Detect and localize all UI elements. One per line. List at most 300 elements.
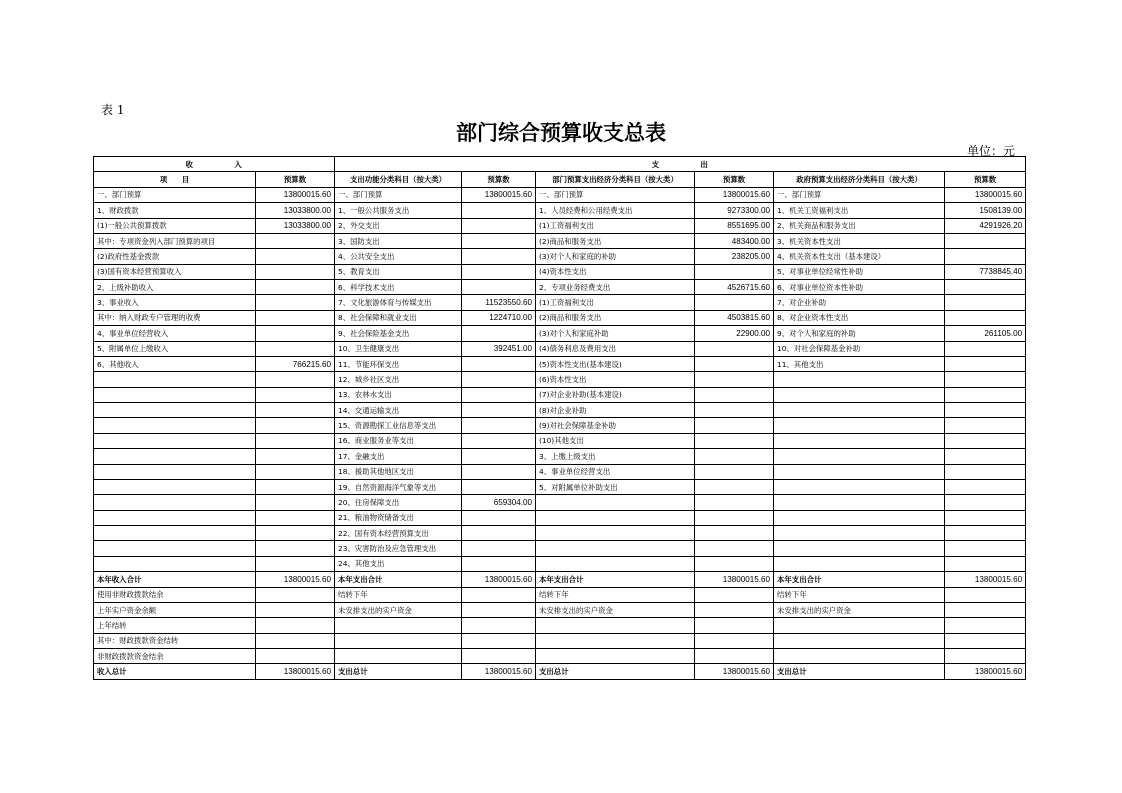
item-cell (536, 633, 695, 648)
budget-cell (256, 510, 335, 525)
budget-cell: 11523550.60 (462, 295, 536, 310)
item-cell: 未安排支出的实户资金 (536, 602, 695, 617)
item-cell: 一、部门预算 (536, 187, 695, 202)
table-row (94, 387, 1026, 402)
budget-cell (462, 449, 536, 464)
item-cell: (4)债务利息及费用支出 (536, 341, 695, 356)
budget-cell (256, 556, 335, 571)
item-cell: 4、事业单位经营支出 (536, 464, 695, 479)
budget-cell (462, 372, 536, 387)
table-row (94, 664, 1026, 679)
item-cell: 22、国有资本经营预算支出 (335, 526, 462, 541)
item-cell (335, 618, 462, 633)
budget-cell (462, 233, 536, 248)
item-cell (774, 464, 945, 479)
item-cell: 18、援助其他地区支出 (335, 464, 462, 479)
table-row (94, 295, 1026, 310)
budget-cell (945, 403, 1026, 418)
budget-cell (945, 479, 1026, 494)
item-cell: 17、金融支出 (335, 449, 462, 464)
budget-cell (462, 403, 536, 418)
item-cell (94, 433, 256, 448)
budget-cell (945, 602, 1026, 617)
budget-cell (695, 526, 774, 541)
table-row (94, 403, 1026, 418)
budget-cell: 9273300.00 (695, 203, 774, 218)
budget-cell (695, 372, 774, 387)
table-row (94, 449, 1026, 464)
col-header-gov-econ-class: 政府预算支出经济分类科目（按大类） (774, 172, 945, 187)
item-cell (774, 526, 945, 541)
budget-cell (462, 602, 536, 617)
item-cell (774, 387, 945, 402)
budget-cell: 483400.00 (695, 233, 774, 248)
table-row (94, 433, 1026, 448)
budget-summary-table (93, 156, 1026, 680)
budget-cell (945, 280, 1026, 295)
page-title: 部门综合预算收支总表 (456, 120, 666, 145)
table-row (94, 541, 1026, 556)
item-cell: 2、外交支出 (335, 218, 462, 233)
item-cell (94, 387, 256, 402)
item-cell: 4、机关资本性支出（基本建设） (774, 249, 945, 264)
item-cell: 2、专项业务经费支出 (536, 280, 695, 295)
item-cell: 一、部门预算 (335, 187, 462, 202)
budget-cell: 13800015.60 (695, 664, 774, 679)
item-cell: 支出总计 (774, 664, 945, 679)
item-cell (774, 433, 945, 448)
budget-cell (256, 280, 335, 295)
item-cell: (3)国有资本经营预算收入 (94, 264, 256, 279)
item-cell: 7、文化旅游体育与传媒支出 (335, 295, 462, 310)
table-row (94, 356, 1026, 371)
item-cell: (2)商品和服务支出 (536, 233, 695, 248)
budget-cell: 1224710.00 (462, 310, 536, 325)
item-cell: 8、对企业资本性支出 (774, 310, 945, 325)
budget-cell (695, 356, 774, 371)
budget-cell (945, 295, 1026, 310)
budget-cell (945, 618, 1026, 633)
item-cell (774, 510, 945, 525)
budget-cell (945, 464, 1026, 479)
table-row (94, 233, 1026, 248)
item-cell: 结转下年 (774, 587, 945, 602)
table-row (94, 587, 1026, 602)
col-header-budget: 预算数 (695, 172, 774, 187)
budget-cell (462, 633, 536, 648)
item-cell: 5、对附属单位补助支出 (536, 479, 695, 494)
budget-cell: 22900.00 (695, 326, 774, 341)
item-cell: 其中：纳入财政专户管理的收费 (94, 310, 256, 325)
budget-cell: 766215.60 (256, 356, 335, 371)
item-cell (94, 556, 256, 571)
budget-cell (695, 649, 774, 664)
table-row (94, 618, 1026, 633)
budget-cell (462, 356, 536, 371)
item-cell: 12、城乡社区支出 (335, 372, 462, 387)
budget-cell: 13800015.60 (945, 187, 1026, 202)
budget-cell (945, 495, 1026, 510)
budget-cell: 261105.00 (945, 326, 1026, 341)
item-cell (774, 649, 945, 664)
item-cell (774, 449, 945, 464)
item-cell: 7、对企业补助 (774, 295, 945, 310)
budget-cell: 7738845.40 (945, 264, 1026, 279)
item-cell: (10)其他支出 (536, 433, 695, 448)
item-cell: 3、上缴上级支出 (536, 449, 695, 464)
item-cell (335, 649, 462, 664)
table-row (94, 464, 1026, 479)
item-cell: 14、交通运输支出 (335, 403, 462, 418)
table-row (94, 249, 1026, 264)
budget-cell (462, 510, 536, 525)
table-row (94, 310, 1026, 325)
item-cell (536, 495, 695, 510)
item-cell (536, 510, 695, 525)
item-cell: 4、事业单位经营收入 (94, 326, 256, 341)
table-row (94, 649, 1026, 664)
col-header-budget: 预算数 (945, 172, 1026, 187)
item-cell: 10、卫生健康支出 (335, 341, 462, 356)
budget-cell: 1508139.00 (945, 203, 1026, 218)
budget-cell (256, 618, 335, 633)
table-row (94, 203, 1026, 218)
budget-cell (695, 403, 774, 418)
item-cell (94, 479, 256, 494)
item-cell: (2)政府性基金拨款 (94, 249, 256, 264)
table-row (94, 510, 1026, 525)
item-cell (774, 633, 945, 648)
budget-cell: 4291926.20 (945, 218, 1026, 233)
item-cell (94, 541, 256, 556)
table-row (94, 633, 1026, 648)
item-cell (536, 526, 695, 541)
budget-cell (256, 326, 335, 341)
budget-cell (256, 341, 335, 356)
item-cell: 3、国防支出 (335, 233, 462, 248)
item-cell: 13、农林水支出 (335, 387, 462, 402)
budget-cell (256, 602, 335, 617)
budget-cell (256, 541, 335, 556)
expense-group-header: 支 出 (335, 157, 1026, 172)
item-cell: (7)对企业补助(基本建设) (536, 387, 695, 402)
col-header-func-class: 支出功能分类科目（按大类） (335, 172, 462, 187)
budget-cell: 659304.00 (462, 495, 536, 510)
item-cell: (5)资本性支出(基本建设) (536, 356, 695, 371)
item-cell: 未安排支出的实户资金 (335, 602, 462, 617)
budget-cell (945, 387, 1026, 402)
budget-cell (945, 633, 1026, 648)
income-group-header: 收 入 (94, 157, 335, 172)
budget-cell (945, 541, 1026, 556)
item-cell: 3、机关资本性支出 (774, 233, 945, 248)
item-cell: 支出总计 (335, 664, 462, 679)
table-row (94, 572, 1026, 587)
item-cell: 未安排支出的实户资金 (774, 602, 945, 617)
budget-cell (945, 433, 1026, 448)
budget-cell (695, 295, 774, 310)
table-row (94, 556, 1026, 571)
budget-cell (945, 418, 1026, 433)
item-cell: 24、其他支出 (335, 556, 462, 571)
budget-cell (945, 341, 1026, 356)
budget-cell: 13800015.60 (256, 187, 335, 202)
budget-cell (945, 233, 1026, 248)
item-cell (94, 449, 256, 464)
budget-cell: 13800015.60 (695, 187, 774, 202)
budget-cell (695, 387, 774, 402)
budget-cell (945, 310, 1026, 325)
budget-cell (945, 649, 1026, 664)
budget-cell (462, 618, 536, 633)
budget-cell: 4526715.60 (695, 280, 774, 295)
budget-cell: 13800015.60 (462, 664, 536, 679)
budget-cell (256, 310, 335, 325)
budget-cell (695, 541, 774, 556)
budget-cell (462, 556, 536, 571)
item-cell: 5、附属单位上缴收入 (94, 341, 256, 356)
table-row (94, 218, 1026, 233)
item-cell (774, 403, 945, 418)
item-cell (94, 418, 256, 433)
budget-cell (256, 495, 335, 510)
item-cell: 8、社会保障和就业支出 (335, 310, 462, 325)
item-cell: 21、粮油物资储备支出 (335, 510, 462, 525)
budget-cell: 8551695.00 (695, 218, 774, 233)
budget-cell: 238205.00 (695, 249, 774, 264)
budget-cell (462, 326, 536, 341)
item-cell: 19、自然资源海洋气象等支出 (335, 479, 462, 494)
budget-cell (462, 203, 536, 218)
budget-cell (256, 464, 335, 479)
item-cell (94, 372, 256, 387)
budget-cell: 13800015.60 (256, 572, 335, 587)
budget-cell: 392451.00 (462, 341, 536, 356)
item-cell: 2、机关商品和服务支出 (774, 218, 945, 233)
budget-cell (256, 233, 335, 248)
item-cell: 15、资源勘探工业信息等支出 (335, 418, 462, 433)
item-cell: (4)资本性支出 (536, 264, 695, 279)
table-row (94, 187, 1026, 202)
budget-cell (256, 526, 335, 541)
item-cell: 本年支出合计 (335, 572, 462, 587)
item-cell: 结转下年 (536, 587, 695, 602)
item-cell (94, 403, 256, 418)
col-header-budget: 预算数 (256, 172, 335, 187)
budget-cell (256, 479, 335, 494)
table-tag: 表 1 (101, 103, 125, 117)
budget-cell (462, 249, 536, 264)
item-cell: 10、对社会保障基金补助 (774, 341, 945, 356)
table-row (94, 526, 1026, 541)
table-row (94, 418, 1026, 433)
unit-label: 单位：元 (966, 144, 1015, 158)
item-cell (536, 618, 695, 633)
budget-cell (256, 403, 335, 418)
budget-cell (256, 433, 335, 448)
item-cell (774, 556, 945, 571)
item-cell: 一、部门预算 (94, 187, 256, 202)
budget-cell (695, 602, 774, 617)
table-row (94, 280, 1026, 295)
item-cell: 20、住房保障支出 (335, 495, 462, 510)
item-cell: 其中：专项资金列入部门预算的项目 (94, 233, 256, 248)
item-cell (536, 649, 695, 664)
col-header-budget: 预算数 (462, 172, 536, 187)
item-cell: (6)资本性支出 (536, 372, 695, 387)
budget-cell (462, 541, 536, 556)
budget-cell (462, 280, 536, 295)
budget-cell (695, 341, 774, 356)
item-cell: 收入总计 (94, 664, 256, 679)
item-cell: 11、节能环保支出 (335, 356, 462, 371)
item-cell: 上年实户资金余额 (94, 602, 256, 617)
budget-cell (945, 356, 1026, 371)
item-cell: (9)对社会保障基金补助 (536, 418, 695, 433)
budget-cell: 13033800.00 (256, 218, 335, 233)
col-header-dept-econ-class: 部门预算支出经济分类科目（按大类） (536, 172, 695, 187)
item-cell: 1、一般公共服务支出 (335, 203, 462, 218)
item-cell: 1、机关工资福利支出 (774, 203, 945, 218)
item-cell: (3)对个人和家庭补助 (536, 326, 695, 341)
item-cell: 23、灾害防治及应急管理支出 (335, 541, 462, 556)
budget-cell: 13800015.60 (945, 572, 1026, 587)
item-cell: 一、部门预算 (774, 187, 945, 202)
item-cell: 3、事业收入 (94, 295, 256, 310)
budget-cell (256, 418, 335, 433)
item-cell: 6、科学技术支出 (335, 280, 462, 295)
budget-cell (256, 249, 335, 264)
budget-cell (462, 218, 536, 233)
item-cell: 本年支出合计 (774, 572, 945, 587)
item-cell (536, 541, 695, 556)
budget-cell: 13033800.00 (256, 203, 335, 218)
item-cell (774, 495, 945, 510)
item-cell: (3)对个人和家庭的补助 (536, 249, 695, 264)
budget-cell: 13800015.60 (256, 664, 335, 679)
budget-cell (462, 464, 536, 479)
budget-cell (462, 418, 536, 433)
item-cell (774, 541, 945, 556)
budget-cell (695, 633, 774, 648)
table-row (94, 479, 1026, 494)
budget-cell (945, 449, 1026, 464)
item-cell: (1)一般公共预算拨款 (94, 218, 256, 233)
budget-cell (695, 510, 774, 525)
budget-cell (256, 372, 335, 387)
budget-cell (256, 264, 335, 279)
budget-cell (462, 264, 536, 279)
item-cell: 6、对事业单位资本性补助 (774, 280, 945, 295)
item-cell (94, 464, 256, 479)
item-cell (536, 556, 695, 571)
table-row (94, 264, 1026, 279)
budget-cell (945, 249, 1026, 264)
budget-cell (695, 495, 774, 510)
budget-cell (695, 433, 774, 448)
budget-cell (256, 587, 335, 602)
item-cell: (1)工资福利支出 (536, 295, 695, 310)
item-cell: 9、对个人和家庭的补助 (774, 326, 945, 341)
item-cell (94, 495, 256, 510)
budget-cell (695, 618, 774, 633)
budget-cell (695, 264, 774, 279)
budget-cell (945, 526, 1026, 541)
item-cell (94, 526, 256, 541)
item-cell (774, 618, 945, 633)
item-cell: 5、教育支出 (335, 264, 462, 279)
budget-cell (695, 418, 774, 433)
item-cell: 4、公共安全支出 (335, 249, 462, 264)
budget-cell (462, 479, 536, 494)
budget-cell (695, 464, 774, 479)
item-cell: (8)对企业补助 (536, 403, 695, 418)
item-cell (335, 633, 462, 648)
item-cell: 上年结转 (94, 618, 256, 633)
item-cell (94, 510, 256, 525)
item-cell: 使用非财政拨款结余 (94, 587, 256, 602)
table-row (94, 326, 1026, 341)
table-row (94, 372, 1026, 387)
budget-cell (256, 387, 335, 402)
item-cell: 1、财政拨款 (94, 203, 256, 218)
item-cell: 16、商业服务业等支出 (335, 433, 462, 448)
budget-cell (695, 449, 774, 464)
item-cell (774, 418, 945, 433)
budget-cell (462, 387, 536, 402)
item-cell: 本年支出合计 (536, 572, 695, 587)
item-cell: (2)商品和服务支出 (536, 310, 695, 325)
item-cell: 2、上级补助收入 (94, 280, 256, 295)
item-cell: 支出总计 (536, 664, 695, 679)
item-cell: 5、对事业单位经常性补助 (774, 264, 945, 279)
budget-cell (945, 556, 1026, 571)
budget-cell (256, 633, 335, 648)
item-cell (774, 372, 945, 387)
table-row (94, 341, 1026, 356)
item-cell: 1、人员经费和公用经费支出 (536, 203, 695, 218)
budget-cell (945, 510, 1026, 525)
budget-cell (695, 556, 774, 571)
budget-cell (945, 372, 1026, 387)
budget-cell: 4503815.60 (695, 310, 774, 325)
budget-cell (695, 479, 774, 494)
item-cell: 其中：财政拨款资金结转 (94, 633, 256, 648)
budget-cell (462, 526, 536, 541)
item-cell: 结转下年 (335, 587, 462, 602)
budget-cell (256, 649, 335, 664)
col-header-item: 项 目 (94, 172, 256, 187)
item-cell: 本年收入合计 (94, 572, 256, 587)
budget-cell: 13800015.60 (462, 187, 536, 202)
item-cell (774, 479, 945, 494)
table-row (94, 602, 1026, 617)
budget-cell (462, 587, 536, 602)
item-cell: 11、其他支出 (774, 356, 945, 371)
budget-cell (256, 295, 335, 310)
budget-cell: 13800015.60 (462, 572, 536, 587)
budget-cell: 13800015.60 (695, 572, 774, 587)
item-cell: (1)工资福利支出 (536, 218, 695, 233)
table-row (94, 495, 1026, 510)
item-cell: 非财政拨款资金结余 (94, 649, 256, 664)
budget-cell (256, 449, 335, 464)
budget-cell (945, 587, 1026, 602)
budget-cell (462, 649, 536, 664)
budget-cell (695, 587, 774, 602)
item-cell: 9、社会保险基金支出 (335, 326, 462, 341)
budget-cell (462, 433, 536, 448)
